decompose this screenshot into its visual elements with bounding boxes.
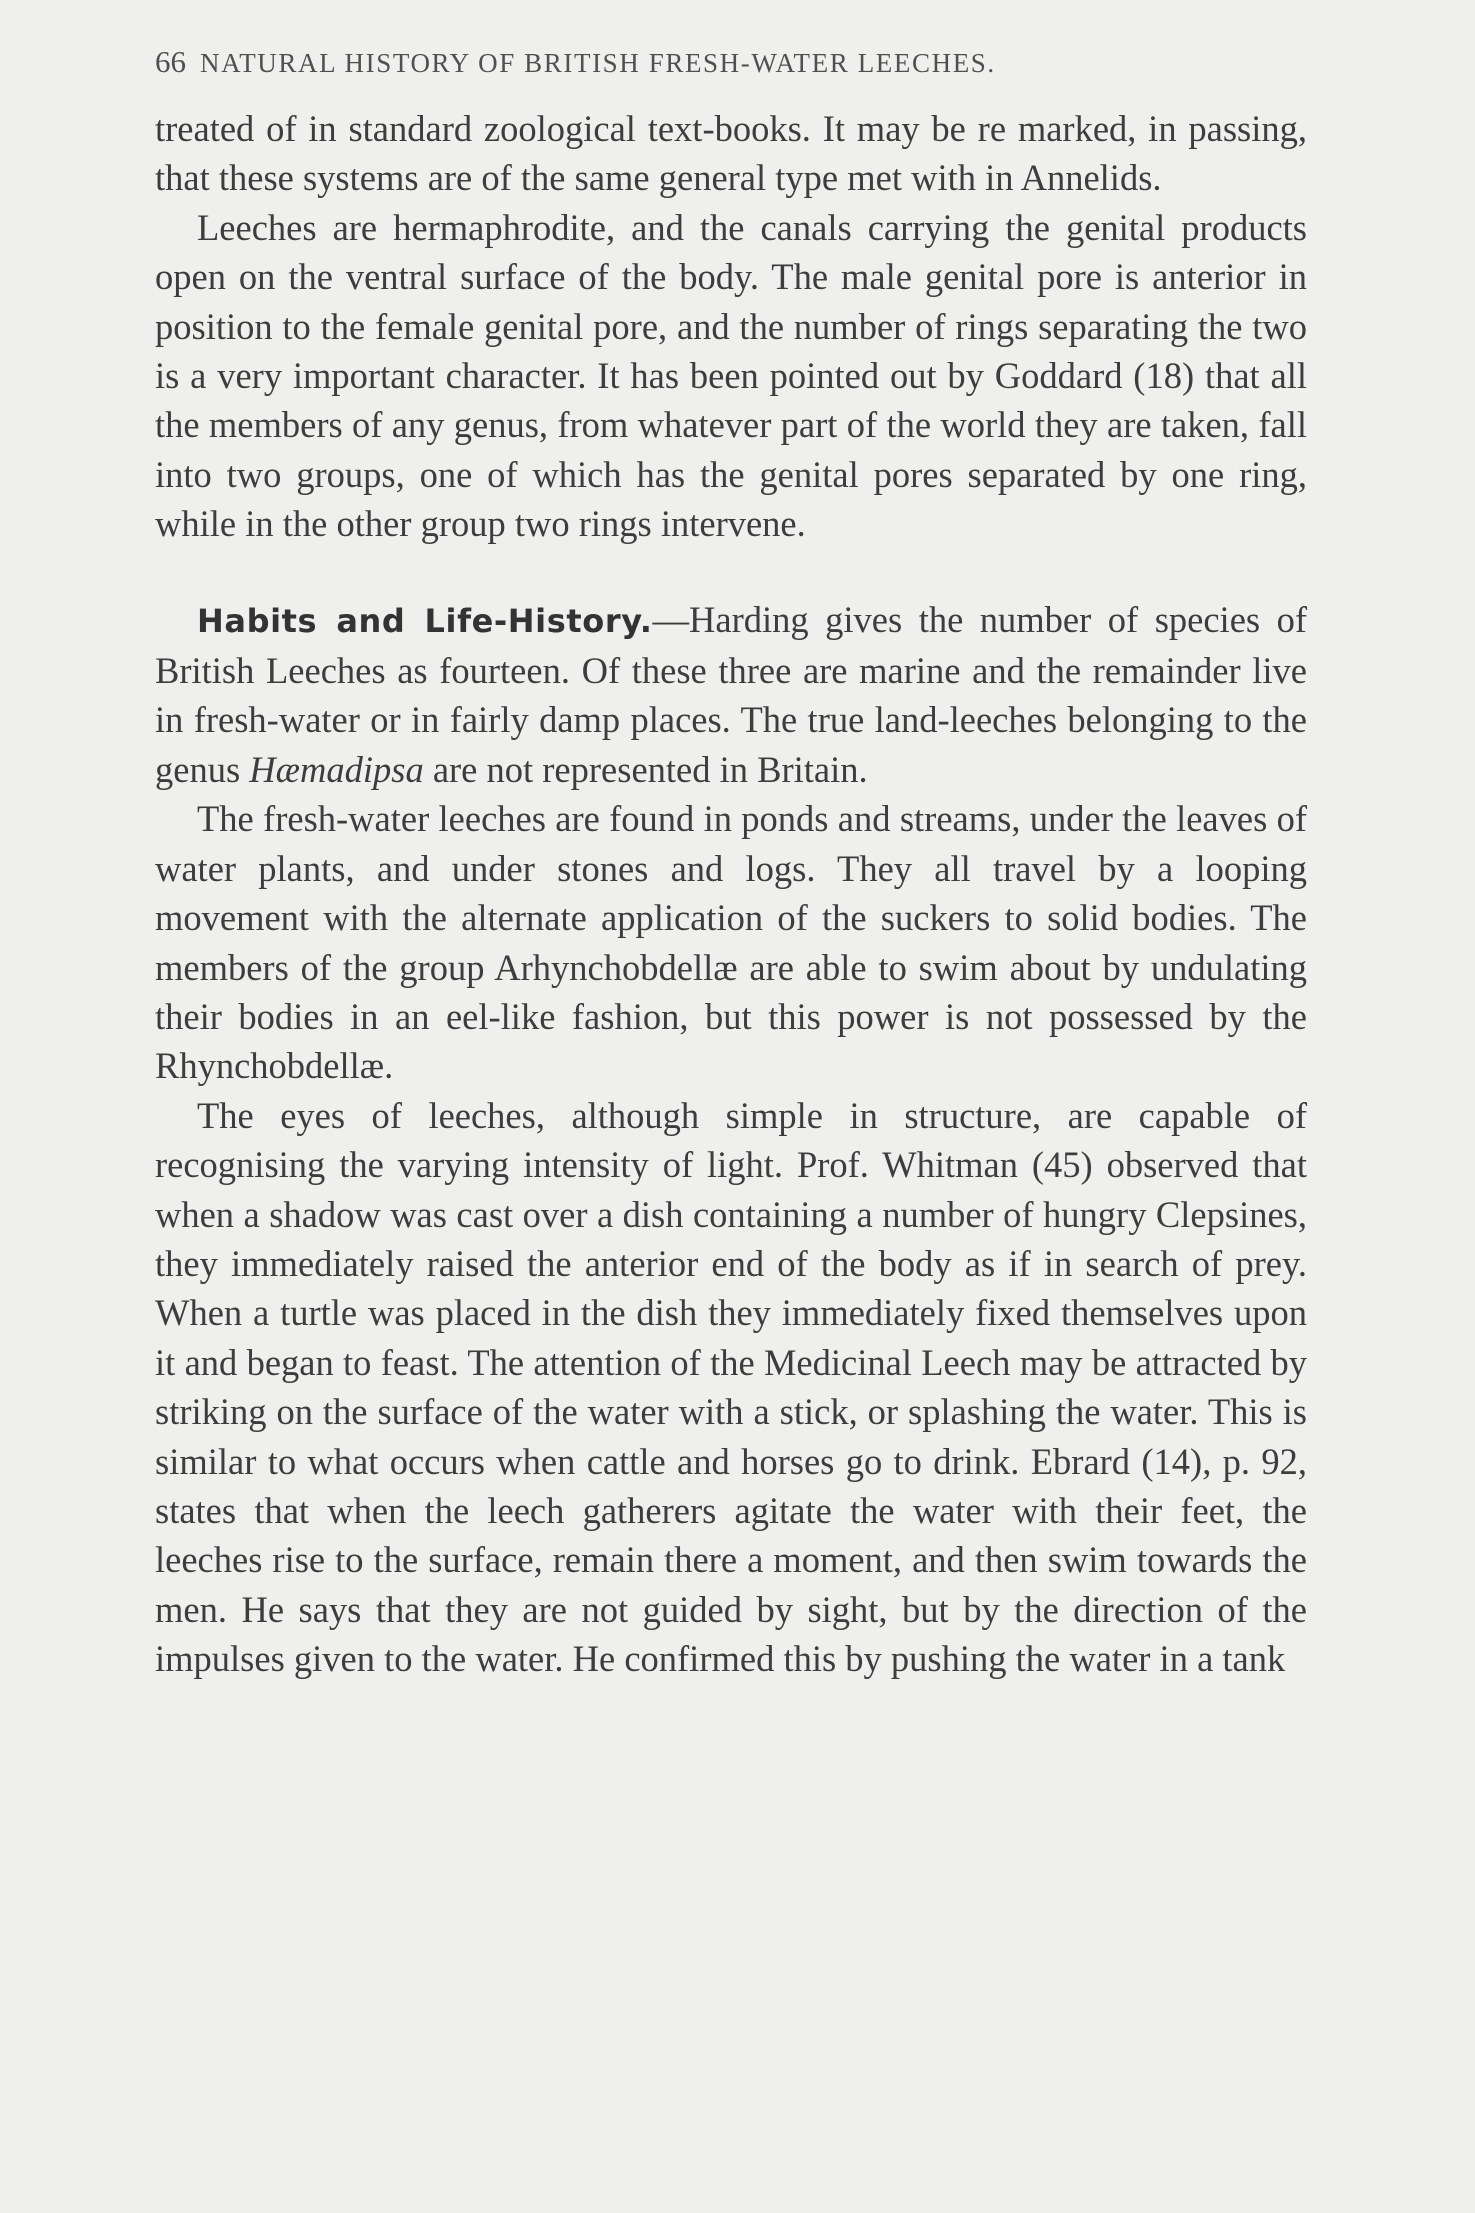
genus-name: Hæmadipsa [249, 748, 424, 790]
paragraph-fresh-water-leeches: The fresh-water leeches are found in ponds and streams, under the leaves of water plants, and under stones and logs. They all travel by a looping movement with the alternate application of the suckers to solid bodies. The members of the group Arhynchobdellæ are able to swim about by undulating their bodies in an eel-like fashion, but this power is not possessed by the Rhynchobdellæ. [155, 798, 1307, 1087]
paragraph-habits-end: are not represented in Britain. [423, 748, 868, 790]
book-page [155, 44, 1307, 1684]
section-heading: Habits and Life-History. [197, 601, 653, 640]
paragraph-habits-intro: —Harding gives the number of species of British Leeches as fourteen. Of these three are marine and the remainder live in fresh-water or in fairly damp places. The true land-leeches belonging to the genus [155, 598, 1308, 790]
page-number: 66 [155, 44, 186, 79]
running-header [155, 44, 1307, 80]
paragraph-habits [155, 595, 1307, 795]
paragraph-eyes: The eyes of leeches, although simple in structure, are capable of recognising the varying intensity of light. Prof. Whitman (45) observed that when a shadow was cast over a dish containing a number of hungry Clepsines, they immediately raised the anterior end of the body as if in search of prey. When a turtle was placed in the dish they immediately fixed themselves upon it and began to feast. The attention of the Medicinal Leech may be attracted by striking on the surface of the water with a stick, or splashing the water. This is similar to what occurs when cattle and horses go to drink. Ebrard (14), p. 92, states that when the leech gatherers agitate the water with their feet, the leeches rise to the surface, remain there a moment, and then swim towards the men. He says that they are not guided by sight, but by the direction of the impulses given to the water. He confirmed this by pushing the water in a tank [155, 1094, 1307, 1680]
running-title: NATURAL HISTORY OF BRITISH FRESH-WATER LEECHES. [200, 48, 996, 78]
section-spacer [155, 549, 1307, 595]
paragraph-hermaphrodite: Leeches are hermaphrodite, and the canals carrying the genital products open on the ventral surface of the body. The male genital pore is anterior in position to the female genital pore, and the number of rings separating the two is a very important character. It has been pointed out by Goddard (18) that all the members of any genus, from whatever part of the world they are taken, fall into two groups, one of which has the genital pores separated by one ring, while in the other group two rings intervene. [155, 206, 1307, 545]
paragraph-continuation: treated of in standard zoological text-books. It may be re marked, in passing, that these systems are of the same general type met with in Annelids. [155, 108, 1307, 199]
